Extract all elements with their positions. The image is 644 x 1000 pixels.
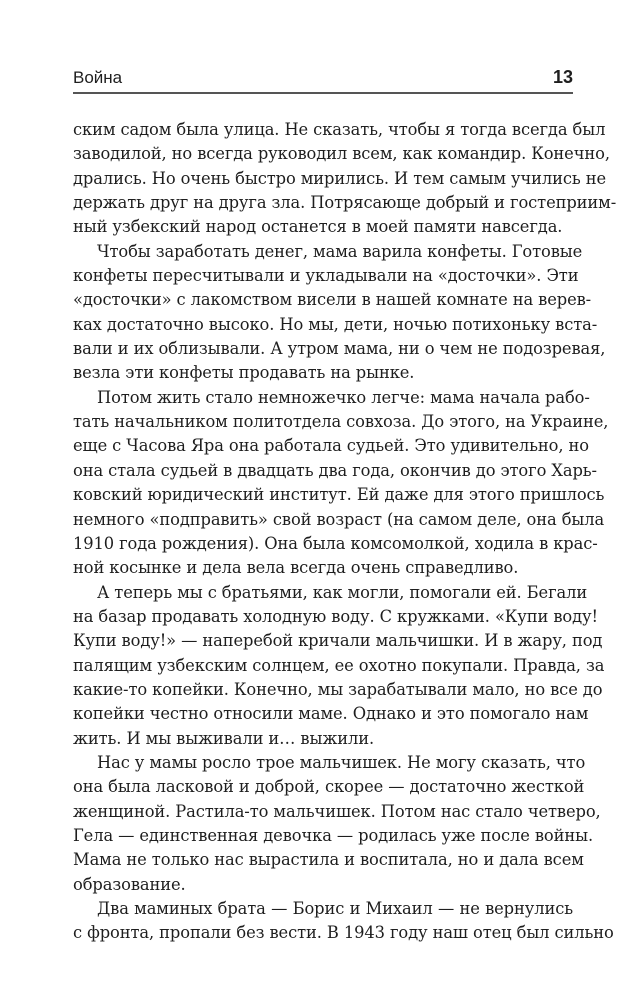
text-line: конфеты пересчитывали и укладывали на «досточки». Эти xyxy=(73,266,579,286)
text-line: Мама не только нас вырастила и воспитала, но и дала всем xyxy=(73,850,584,870)
text-line: Гела — единственная девочка — родилась уже после войны. xyxy=(73,825,594,845)
text-line: еще с Часова Яра она работала судьей. Это удивительно, но xyxy=(73,436,589,456)
text-line: ским садом была улица. Не сказать, чтобы я тогда всегда был xyxy=(73,120,606,139)
text-line: на базар продавать холодную воду. С кружками. «Купи воду! xyxy=(73,606,598,626)
text-line: она была ласковой и доброй, скорее — достаточно жесткой xyxy=(73,777,585,797)
text-line: 1910 года рождения). Она была комсомолкой, ходила в крас- xyxy=(73,533,598,553)
text-line: ной косынке и дела вела всегда очень справедливо. xyxy=(73,558,519,578)
running-header xyxy=(73,66,573,94)
text-line: заводилой, но всегда руководил всем, как командир. Конечно, xyxy=(73,144,610,164)
text-line: Чтобы заработать денег, мама варила конфеты. Готовые xyxy=(97,241,583,261)
text-line: с фронта, пропали без вести. В 1943 году наш отец был сильно xyxy=(73,923,614,943)
text-line: Два маминых брата — Борис и Михаил — не вернулись xyxy=(97,899,573,918)
text-line: ковский юридический институт. Ей даже для этого пришлось xyxy=(73,485,605,505)
text-line: Купи воду!» — наперебой кричали мальчишки. И в жару, под xyxy=(73,631,603,651)
text-line: немного «подправить» свой возраст (на самом деле, она была xyxy=(73,509,605,529)
paragraph xyxy=(73,581,605,751)
text-line: она стала судьей в двадцать два года, окончив до этого Харь- xyxy=(73,460,597,480)
page-body xyxy=(73,118,617,946)
text-line: тать начальником политотдела совхоза. До этого, на Украине, xyxy=(73,412,609,432)
text-line: дрались. Но очень быстро мирились. И тем самым учились не xyxy=(73,168,607,188)
text-line: «досточки» с лакомством висели в нашей комнате на верев- xyxy=(73,290,592,310)
text-line: держать друг на друга зла. Потрясающе добрый и гостеприим- xyxy=(73,193,617,213)
text-line: везла эти конфеты продавать на рынке. xyxy=(73,363,415,383)
text-line: Потом жить стало немножечко легче: мама начала рабо- xyxy=(97,387,590,407)
text-line: женщиной. Растила-то мальчишек. Потом нас стало четверо, xyxy=(73,801,601,821)
text-line: жить. И мы выживали и… выжили. xyxy=(73,728,375,748)
text-line: вали и их облизывали. А утром мама, ни о чем не подозревая, xyxy=(73,339,606,359)
paragraph xyxy=(73,386,609,581)
text-line: образование. xyxy=(73,874,186,894)
paragraph xyxy=(73,751,601,897)
text-line: ках достаточно высоко. Но мы, дети, ночью потихоньку вста- xyxy=(73,314,598,334)
text-line: палящим узбекским солнцем, ее охотно покупали. Правда, за xyxy=(73,655,605,675)
paragraph xyxy=(73,118,617,240)
paragraph xyxy=(73,240,606,386)
chapter-title: Война xyxy=(73,68,123,87)
text-line: какие-то копейки. Конечно, мы зарабатывали мало, но все до xyxy=(73,679,603,699)
paragraph xyxy=(73,897,614,946)
text-line: ный узбекский народ останется в моей памяти навсегда. xyxy=(73,217,563,237)
text-line: Нас у мамы росло трое мальчишек. Не могу сказать, что xyxy=(97,752,586,772)
text-line: копейки честно относили маме. Однако и это помогало нам xyxy=(73,704,589,724)
text-line: А теперь мы с братьями, как могли, помогали ей. Бегали xyxy=(97,582,588,602)
page-number: 13 xyxy=(552,67,573,87)
